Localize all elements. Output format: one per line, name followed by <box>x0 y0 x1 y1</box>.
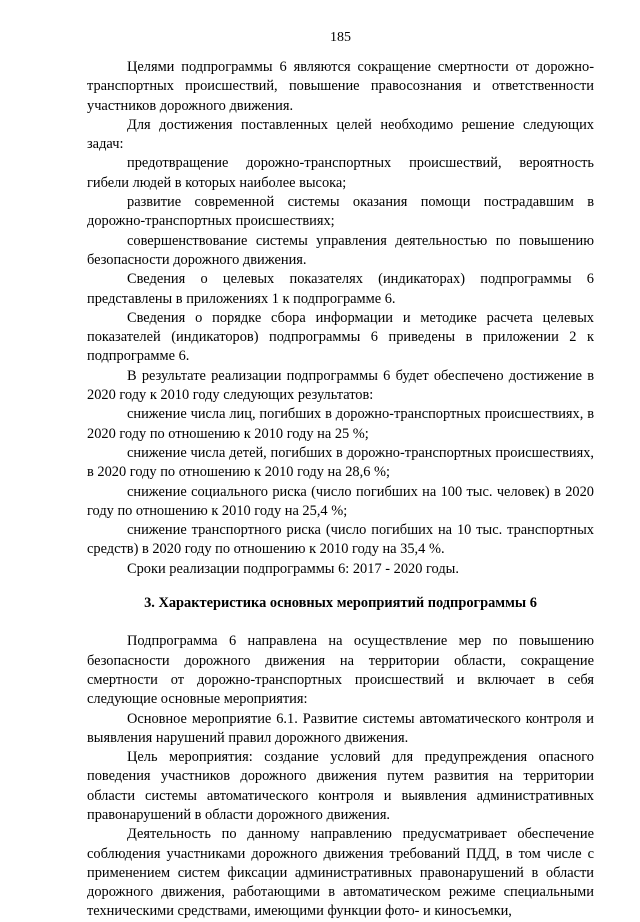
page-number: 185 <box>330 30 351 45</box>
section-heading: 3. Характеристика основных мероприятий подпрограммы 6 <box>144 595 537 612</box>
paragraph-tasks-intro: Для достижения поставленных целей необходимо решение следующих задач: <box>87 116 594 153</box>
paragraph-result-2: снижение числа детей, погибших в дорожно-транспортных происшествиях, в 2020 году по отношению к 2010 году на 28,6 %; <box>87 444 594 481</box>
intro-text-block <box>87 58 594 579</box>
paragraph-task-2: развитие современной системы оказания помощи пострадавшим в дорожно-транспортных происшествиях; <box>87 194 594 230</box>
paragraph-result-4: снижение транспортного риска (число погибших на 10 тыс. транспортных средств) в 2020 году по отношению к 2010 году на 35,4 %. <box>87 522 594 558</box>
paragraph-result-1: снижение числа лиц, погибших в дорожно-транспортных происшествиях, в 2020 году по отношению к 2010 году на 25 %; <box>87 406 594 442</box>
paragraph-timeline: Сроки реализации подпрограммы 6: 2017 - 2020 годы. <box>127 560 459 577</box>
paragraph-task-1: предотвращение дорожно-транспортных происшествий, вероятность гибели людей в которых наиболее высока; <box>87 155 594 191</box>
paragraph-indicators: Сведения о целевых показателях (индикаторах) подпрограммы 6 представлены в приложениях 1 к подпрограмме 6. <box>87 271 594 307</box>
paragraph-activity: Деятельность по данному направлению предусматривает обеспечение соблюдения участниками дорожного движения требований ПДД, в том числе с применением систем фиксации административных правонарушений в области дорожного движения, работающими в автоматическом режиме специальными техническими средствами, имеющими функции фото- и киносъемки, <box>87 826 594 920</box>
paragraph-task-3: совершенствование системы управления деятельностью по повышению безопасности дорожного движения. <box>87 232 594 268</box>
paragraph-section-intro: Подпрограмма 6 направлена на осуществление мер по повышению безопасности дорожного движения на территории области, сокращение смертности от дорожно-транспортных происшествий и включает в себя следующие основные мероприятия: <box>87 633 594 708</box>
paragraph-methodology: Сведения о порядке сбора информации и методике расчета целевых показателей (индикаторов) подпрограммы 6 приведены в приложении 2 к подпрограмме 6. <box>87 309 594 365</box>
paragraph-results-intro: В результате реализации подпрограммы 6 будет обеспечено достижение в 2020 году к 2010 году следующих результатов: <box>87 367 594 404</box>
paragraph-measure-goal: Цель мероприятия: создание условий для предупреждения опасного поведения участников дорожного движения путем развития на территории области системы автоматического контроля и выявления административных правонарушений в области дорожного движения. <box>87 749 594 823</box>
paragraph-goals: Целями подпрограммы 6 являются сокращение смертности от дорожно-транспортных происшествий, повышение правосознания и ответственности участников дорожного движения. <box>87 59 594 114</box>
paragraph-measure-6-1: Основное мероприятие 6.1. Развитие системы автоматического контроля и выявления нарушений правил дорожного движения. <box>87 710 594 746</box>
section-text-block <box>87 632 594 921</box>
paragraph-result-3: снижение социального риска (число погибших на 100 тыс. человек) в 2020 году по отношению к 2010 году на 25,4 %; <box>87 483 594 519</box>
